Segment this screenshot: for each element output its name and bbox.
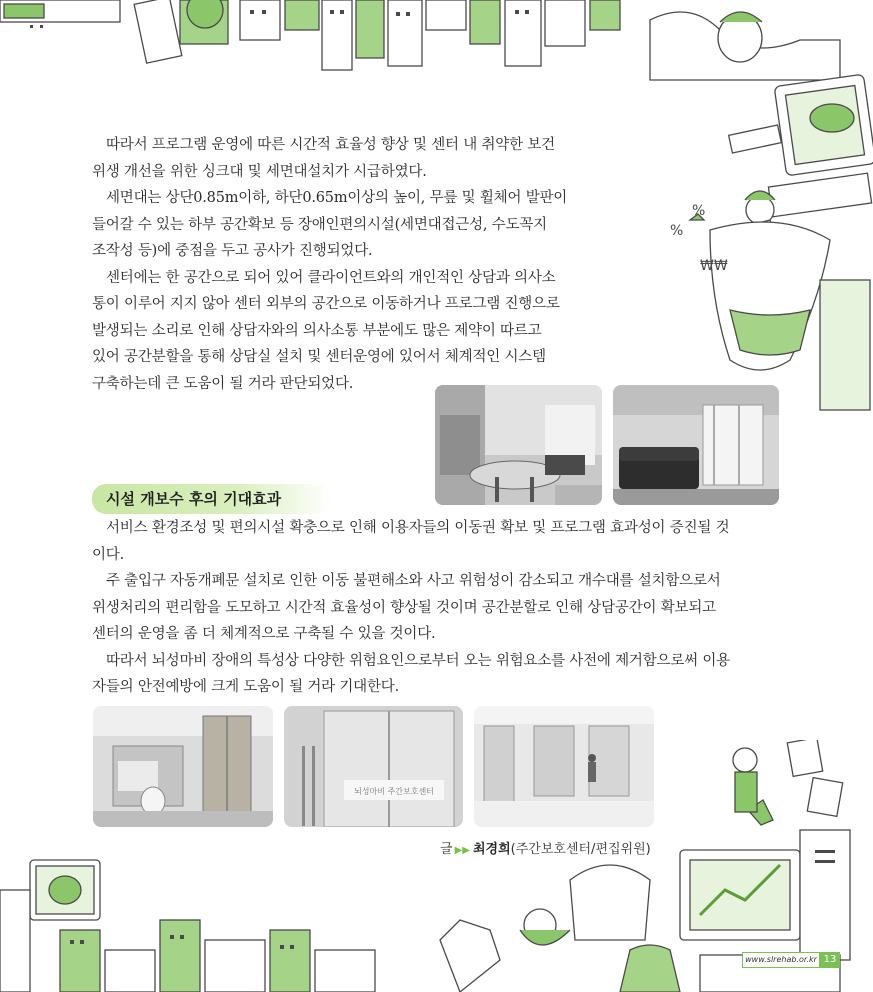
body-text-top — [92, 132, 612, 397]
text-line: 따라서 뇌성마비 장애의 특성상 다양한 위험요인으로부터 오는 위험요소를 사전에 제거함으로써 이용 — [106, 652, 730, 669]
photo-lounge-sofa — [613, 385, 779, 505]
paragraph-6 — [92, 648, 792, 701]
text-line: 주 출입구 자동개폐문 설치로 인한 이동 불편해소와 사고 위험성이 감소되고 개수대를 설치함으로서 — [106, 573, 721, 589]
right-side-illustration — [620, 40, 873, 420]
photo-counseling-room — [435, 385, 602, 505]
text-line: 통이 이루어 지지 않아 센터 외부의 공간으로 이동하거나 프로그램 진행으로 — [92, 296, 560, 312]
text-line: 조작성 등)에 중점을 두고 공사가 진행되었다. — [92, 243, 373, 259]
text-line: 서비스 환경조성 및 편의시설 확충으로 인해 이용자들의 이동권 확보 및 프로그램 효과성이 증진될 것 — [106, 520, 730, 536]
section-heading — [92, 484, 332, 514]
body-text-bottom — [92, 515, 792, 701]
paragraph-1 — [92, 132, 612, 185]
text-line: 위생 개선을 위한 싱크대 및 세면대설치가 시급하였다. — [92, 163, 427, 180]
door-sign-text: 뇌성마비 주간보호센터 — [354, 787, 434, 796]
paragraph-4 — [92, 515, 792, 568]
author-name: 최경희 — [472, 842, 511, 857]
text-line: 발생되는 소리로 인해 상담자와의 의사소통 부분에도 많은 제약이 따르고 — [92, 322, 542, 339]
section-heading-text: 시설 개보수 후의 기대효과 — [106, 490, 282, 508]
page-number: 13 — [820, 952, 840, 968]
text-line: 센터의 운영을 좀 더 체계적으로 구축될 수 있을 것이다. — [92, 626, 436, 642]
text-line: 따라서 프로그램 운영에 따른 시간적 효율성 향상 및 센터 내 취약한 보건 — [106, 137, 555, 153]
text-line: 자들의 안전예방에 크게 도움이 될 거라 기대한다. — [92, 679, 400, 695]
svg-text:%: % — [692, 203, 706, 219]
author-role: (주간보호센터/편집위원) — [510, 842, 651, 857]
text-line: 구축하는데 큰 도움이 될 거라 판단되었다. — [92, 375, 354, 392]
credit-prefix: 글 — [440, 842, 453, 857]
text-line: 있어 공간분할을 통해 상담실 설치 및 센터운영에 있어서 체계적인 시스템 — [92, 349, 546, 365]
text-line: 들어갈 수 있는 하부 공간확보 등 장애인편의시설(세면대접근성, 수도꼭지 — [92, 216, 547, 233]
paragraph-5 — [92, 568, 792, 648]
paragraph-3 — [92, 265, 612, 398]
text-line: 세면대는 상단0.85m이하, 하단0.65m이상의 높이, 무릎 및 휠체어 발판이 — [106, 190, 568, 206]
svg-text:%: % — [670, 223, 684, 239]
text-line: 위생처리의 편리함을 도모하고 시간적 효율성이 향상될 것이며 공간분할로 인해 상담공간이 확보되고 — [92, 599, 716, 616]
footer-url[interactable]: www.slrehab.or.kr — [742, 952, 820, 968]
paragraph-2 — [92, 185, 612, 265]
arrow-icon: ▶▶ — [454, 845, 470, 856]
text-line: 센터에는 한 공간으로 되어 있어 클라이언트와의 개인적인 상담과 의사소 — [106, 269, 556, 286]
text-line: 이다. — [92, 546, 125, 563]
svg-text:₩₩: ₩₩ — [700, 258, 728, 274]
